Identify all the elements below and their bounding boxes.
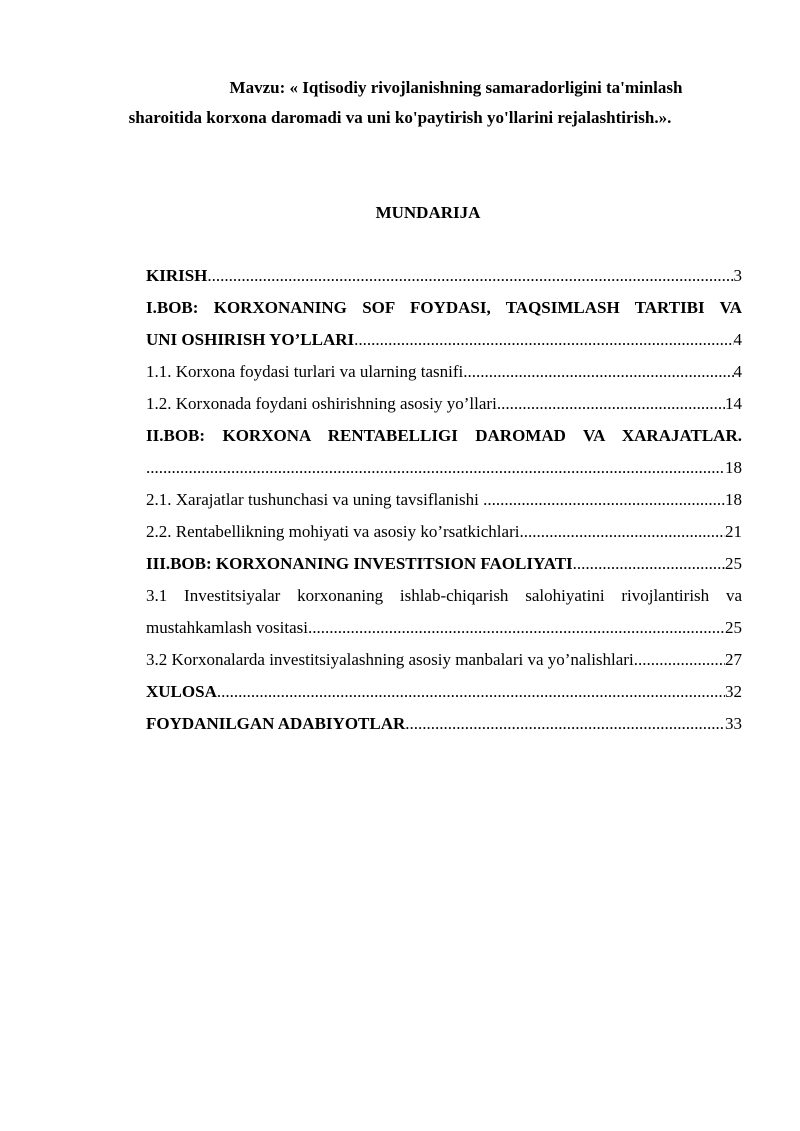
toc-entry-label: KIRISH: [146, 266, 208, 285]
toc-entry-chapter-2-line-2[interactable]: [146, 456, 742, 488]
toc-leader-dots: [573, 552, 725, 576]
toc-entry-section-2-2[interactable]: [146, 520, 742, 552]
toc-entry-xulosa[interactable]: [146, 680, 742, 712]
toc-entry-section-2-1[interactable]: [146, 488, 742, 520]
toc-leader-dots: [634, 648, 725, 672]
toc-entry-label: I.BOB: KORXONANING SOF FOYDASI, TAQSIMLASH TARTIBI VA: [146, 298, 742, 317]
toc-entry-page: 32: [725, 682, 742, 701]
toc-entry-chapter-2-line-1[interactable]: [146, 424, 742, 456]
toc-entry-label: XULOSA: [146, 682, 217, 701]
toc-entry-label: II.BOB: KORXONA RENTABELLIGI DAROMAD VA XARAJATLAR.: [146, 426, 742, 445]
toc-entry-references[interactable]: [146, 712, 742, 744]
document-title-line-2: sharoitida korxona daromadi va uni ko'paytirish yo'llarini rejalashtirish.».: [128, 108, 672, 127]
toc-entry-section-3-2[interactable]: [146, 648, 742, 680]
toc-entry-page: 3: [733, 266, 742, 285]
toc-entry-page: 25: [725, 554, 742, 573]
toc-leader-dots: [497, 392, 725, 416]
toc-leader-dots: [146, 456, 725, 480]
toc-entry-page: 27: [725, 650, 742, 669]
toc-leader-dots: [217, 680, 725, 704]
toc-entry-label: mustahkamlash vositasi: [146, 618, 308, 637]
toc-entry-chapter-1-line-1[interactable]: [146, 296, 742, 328]
toc-entry-label: FOYDANILGAN ADABIYOTLAR: [146, 714, 406, 733]
toc-heading: MUNDARIJA: [375, 203, 481, 222]
toc-entry-label: 3.1 Investitsiyalar korxonaning ishlab-chiqarish salohiyatini rivojlantirish va: [146, 586, 742, 605]
toc-entry-label: 1.2. Korxonada foydani oshirishning asosiy yo’llari: [146, 394, 497, 413]
toc-entry-page: 21: [725, 522, 742, 541]
toc-entry-page: 14: [725, 394, 742, 413]
toc-leader-dots: [487, 488, 725, 512]
toc-entry-kirish[interactable]: [146, 264, 742, 296]
toc-entry-page: 18: [725, 458, 742, 477]
toc-entry-page: 4: [733, 330, 742, 349]
toc-entry-page: 25: [725, 618, 742, 637]
toc-entry-chapter-1-line-2[interactable]: [146, 328, 742, 360]
toc-entry-section-1-2[interactable]: [146, 392, 742, 424]
toc-leader-dots: [207, 264, 733, 288]
document-title-line-1: Mavzu: « Iqtisodiy rivojlanishning samaradorligini ta'minlash: [229, 78, 683, 97]
toc-entry-label: 1.1. Korxona foydasi turlari va ularning tasnifi: [146, 362, 464, 381]
toc-entry-page: 18: [725, 490, 742, 509]
toc-entry-section-1-1[interactable]: [146, 360, 742, 392]
toc-entry-label: III.BOB: KORXONANING INVESTITSION FAOLIYATI: [146, 554, 573, 573]
toc-entry-label: 2.2. Rentabellikning mohiyati va asosiy ko’rsatkichlari: [146, 522, 520, 541]
toc-entry-page: 33: [725, 714, 742, 733]
toc-entry-label: 2.1. Xarajatlar tushunchasi va uning tavsiflanishi .: [146, 490, 488, 509]
toc-entry-label: UNI OSHIRISH YO’LLARI: [146, 330, 355, 349]
toc-leader-dots: [308, 616, 725, 640]
toc-leader-dots: [463, 360, 733, 384]
toc-entry-page: 4: [733, 362, 742, 381]
toc-entry-section-3-1-line-2[interactable]: [146, 616, 742, 648]
toc-leader-dots: [354, 328, 733, 352]
toc-entry-label: 3.2 Korxonalarda investitsiyalashning asosiy manbalari va yo’nalishlari: [146, 650, 634, 669]
toc-entry-section-3-1-line-1[interactable]: [146, 584, 742, 616]
toc-leader-dots: [519, 520, 725, 544]
toc-entry-chapter-3[interactable]: [146, 552, 742, 584]
toc-leader-dots: [405, 712, 725, 736]
table-of-contents: [146, 264, 742, 744]
